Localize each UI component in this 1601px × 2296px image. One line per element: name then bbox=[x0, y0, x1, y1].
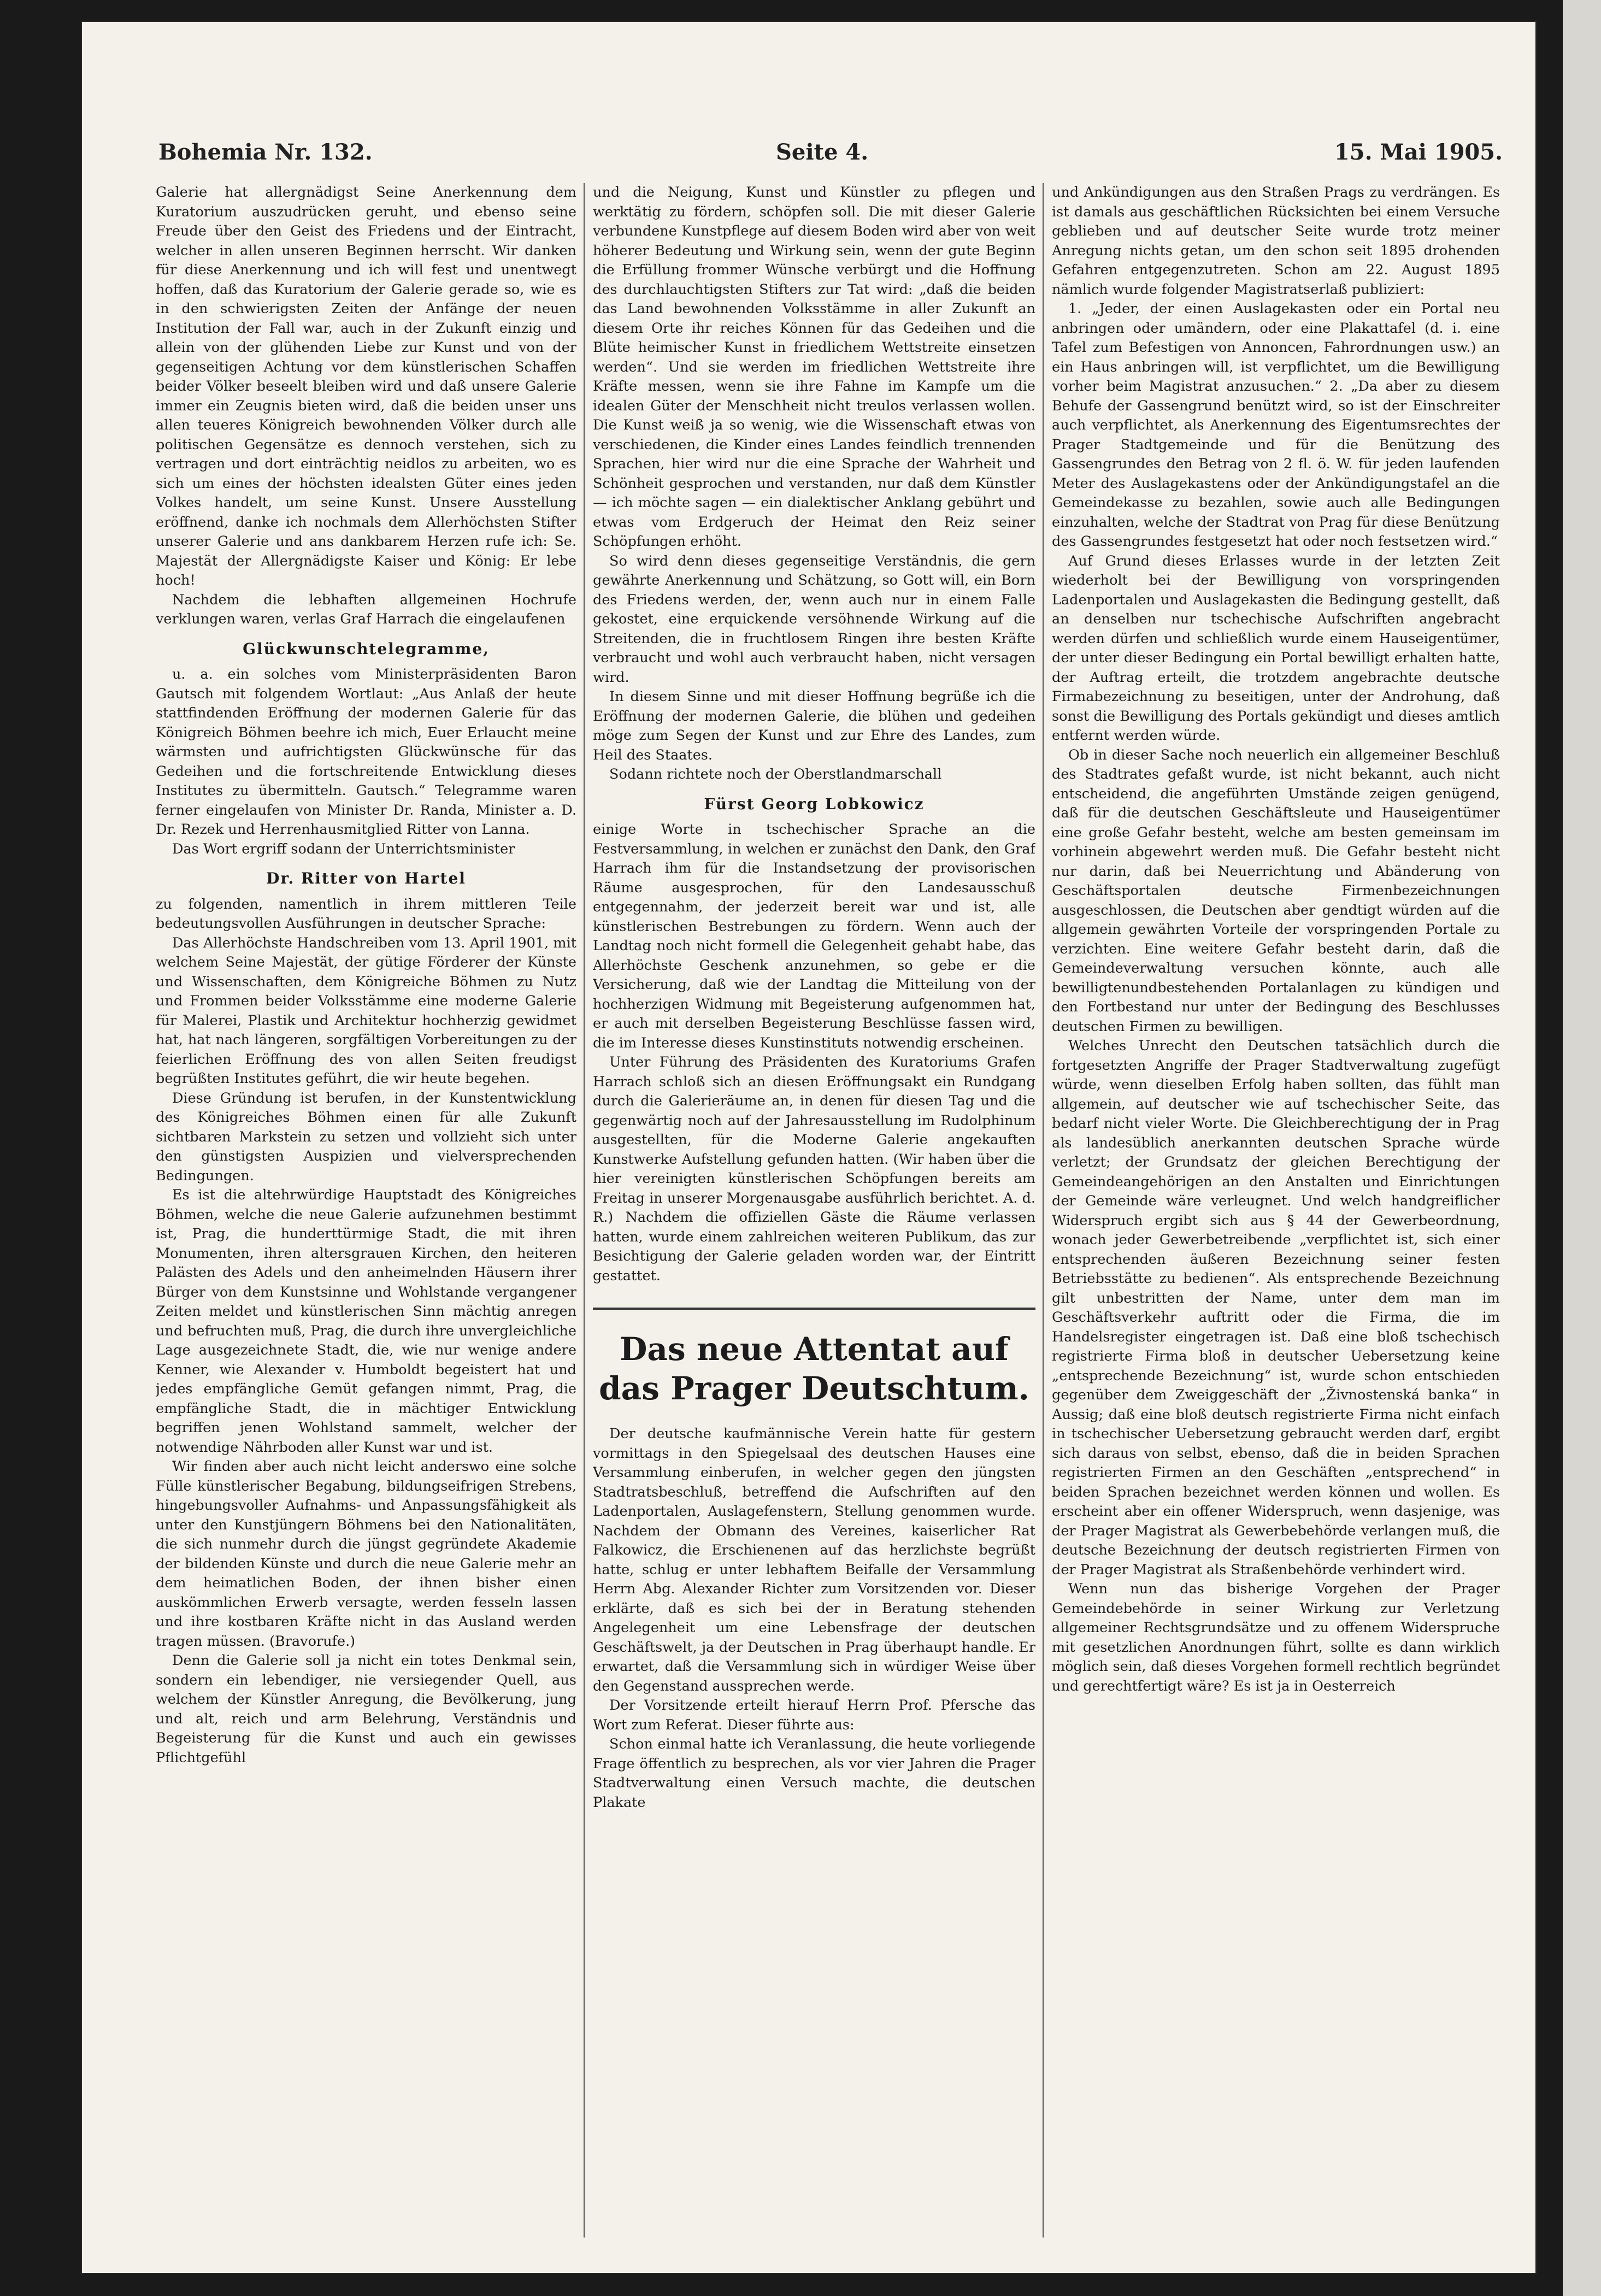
paragraph: und die Neigung, Kunst und Künstler zu pflegen und werktätig zu fördern, schöpfen soll. Die mit dieser Galerie verbundene Kunstpflege auf diesem Boden wird aber von weit höherer Bedeutung und Wirkung sein, wenn der gute Beginn die Erfüllung frommer Wünsche verbürgt und die Hoffnung des durchlauchtigsten Stifters zur Tat wird: „daß die beiden das Land bewohnenden Volksstämme in aller Zukunft an diesem Orte ihr reiches Können für das Gedeihen und die Blüte heimischer Kunst in friedlichem Wettstreite einsetzen werden“. Und sie werden im friedlichen Wettstreite ihre Kräfte messen, wenn sie ihre Fahne im Kampfe um die idealen Güter der Menschheit nicht treulos verlassen wollen. Die Kunst weiß ja so wenig, wie die Wissenschaft etwas von verschiedenen, die Kinder eines Landes feindlich trennenden Sprachen, hier wird nur die eine Sprache der Wahrheit und Schönheit gesprochen und verstanden, nur daß dem Künstler — ich möchte sagen — ein dialektischer Anklang gebührt und etwas vom Erdgeruch der Heimat den Reiz seiner Schöpfungen erhöht. bbox=[593, 184, 1035, 550]
paragraph: Galerie hat allergnädigst Seine Anerkennung dem Kuratorium auszudrücken geruht, und ebenso seine Freude über den Geist des Friedens und der Eintracht, welcher in allen unseren Beginnen herrscht. Wir danken für diese Anerkennung und ich will fest und unentwegt hoffen, daß das Kuratorium der Galerie gerade so, wie es in den schwierigsten Zeiten der Anfänge der neuen Institution der Fall war, auch in der Zukunft einzig und allein von der glühenden Liebe zur Kunst und von der gegenseitigen Achtung vor dem künstlerischen Schaffen beider Völker beseelt bleiben wird und daß unsere Galerie immer ein Zeugnis bieten wird, daß die beiden unser uns allen teueres Königreich bewohnenden Völker durch alle politischen Gegensätze es dennoch verstehen, sich zu vertragen und dort einträchtig neidlos zu arbeiten, wo es sich um eines der höchsten idealsten Güter eines jeden Volkes handelt, um seine Kunst. Unsere Ausstellung eröffnend, danke ich nochmals dem Allerhöchsten Stifter unserer Galerie und ans dankbarem Herzen rufe ich: Se. Majestät der Allergnädigste Kaiser und König: Er lebe hoch! bbox=[156, 184, 576, 588]
column-1 bbox=[156, 183, 576, 2238]
paragraph: Diese Gründung ist berufen, in der Kunstentwicklung des Königreiches Böhmen einen für alle Zukunft sichtbaren Markstein zu setzen und vollzieht sich unter den günstigsten Auspizien und vielversprechenden Bedingungen. bbox=[156, 1090, 576, 1184]
column-2 bbox=[593, 183, 1035, 2238]
page-header bbox=[158, 139, 1503, 172]
paragraph: Sodann richtete noch der Oberstlandmarschall bbox=[609, 766, 942, 782]
column-3 bbox=[1052, 183, 1500, 2238]
paragraph: So wird denn dieses gegenseitige Verständnis, die gern gewährte Anerkennung und Schätzung, so Gott will, ein Born des Friedens werden, der, wenn auch nur in einem Falle gekostet, eine erquickende versöhnende Wirkung auf die Streitenden, die in fruchtlosem Ringen ihre besten Kräfte verbraucht und wohl auch verbraucht haben, nicht versagen wird. bbox=[593, 552, 1035, 686]
paragraph: Schon einmal hatte ich Veranlassung, die heute vorliegende Frage öffentlich zu besprechen, als vor vier Jahren die Prager Stadtverwaltung einen Versuch machte, die deutschen Plakate bbox=[593, 1736, 1035, 1811]
paragraph: Das Allerhöchste Handschreiben vom 13. April 1901, mit welchem Seine Majestät, der gütige Förderer der Künste und Wissenschaften, dem Königreiche Böhmen zu Nutz und Frommen beider Volksstämme eine moderne Galerie für Malerei, Plastik und Architektur hochherzig gewidmet hat, hat nach längeren, sorgfältigen Vorbereitungen zu der feierlichen Eröffnung des von allen Seiten freudigst begrüßten Institutes geführt, die wir heute begehen. bbox=[156, 934, 576, 1087]
issue-date: 15. Mai 1905. bbox=[1334, 139, 1503, 165]
paragraph: Der deutsche kaufmännische Verein hatte für gestern vormittags in den Spiegelsaal des deutschen Hauses eine Versammlung einberufen, in welcher gegen den jüngsten Stadtratsbeschluß, betreffend die Aufschriften auf den Ladenportalen, Auslagefenstern, Stellung genommen wurde. Nachdem der Obmann des Vereines, kaiserlicher Rat Falkowicz, die Erschienenen auf das herzlichste begrüßt hatte, schlug er unter lebhaftem Beifalle der Versammlung Herrn Abg. Alexander Richter zum Vorsitzenden vor. Dieser erklärte, daß es sich bei der in Beratung stehenden Angelegenheit um eine Lebensfrage der deutschen Geschäftswelt, ja der Deutschen in Prag überhaupt handle. Er erwartet, daß die Versammlung sich in würdiger Weise über den Gegenstand aussprechen werde. bbox=[593, 1426, 1035, 1694]
speaker-heading: Dr. Ritter von Hartel bbox=[266, 869, 466, 887]
paragraph: u. a. ein solches vom Ministerpräsidenten Baron Gautsch mit folgendem Wortlaut: „Aus Anlaß der heute stattfindenden Eröffnung der modernen Galerie für das Königreich Böhmen beehre ich mich, Euer Erlaucht meine wärmsten und aufrichtigsten Glückwünsche für das Gedeihen und die fortschreitende Entwicklung dieses Institutes zu übermitteln. Gautsch.“ Telegramme waren ferner eingelaufen von Minister Dr. Randa, Minister a. D. Dr. Rezek und Herrenhausmitglied Ritter von Lanna. bbox=[156, 666, 576, 838]
paragraph: Ob in dieser Sache noch neuerlich ein allgemeiner Beschluß des Stadtrates gefaßt wurde, ist nicht bekannt, auch nicht entscheidend, die angeführten Umstände zeigen genügend, daß für die deutschen Geschäftsleute und Hauseigentümer eine große Gefahr besteht, welche am besten gemeinsam im vorhinein abgewehrt werden muß. Die Gefahr besteht nicht nur darin, daß bei Neuerrichtung und Abänderung von Geschäftsportalen deutsche Firmenbezeichnungen ausgeschlossen, die Deutschen aber gendtigt würden auf die allgemein gewährten Vorteile der vorspringenden Portale zu verzichten. Eine weitere Gefahr besteht darin, daß die Gemeindeverwaltung versuchen könnte, auch alle bewilligtenundbestehenden Portalanlagen zu kündigen und den Fortbestand nur unter der Bedingung des Beschlusses deutschen Firmen zu bewilligen. bbox=[1052, 746, 1500, 1035]
paragraph: und Ankündigungen aus den Straßen Prags zu verdrängen. Es ist damals aus geschäftlichen Rücksichten bei einem Versuche geblieben und auf deutscher Seite wurde trotz meiner Anregung nichts getan, um den schon seit 1895 drohenden Gefahren entgegenzutreten. Schon am 22. August 1895 nämlich wurde folgender Magistratserlaß publiziert: bbox=[1052, 184, 1500, 298]
scan-margin bbox=[1563, 0, 1601, 2296]
paragraph: Auf Grund dieses Erlasses wurde in der letzten Zeit wiederholt bei der Bewilligung von vorspringenden Ladenportalen und Auslagekasten die Bedingung gestellt, daß an denselben nur tschechische Aufschriften angebracht werden dürfen und schließlich wurde einem Hauseigentümer, der unter dieser Bedingung ein Portal bewilligt erhalten hatte, der Auftrag erteilt, die trotzdem angebrachte deutsche Firmabezeichnung zu beseitigen, unter der Androhung, daß sonst die Bewilligung des Portals gekündigt und dieses amtlich entfernt werden würde. bbox=[1052, 552, 1500, 744]
paragraph: Es ist die altehrwürdige Hauptstadt des Königreiches Böhmen, welche die neue Galerie aufzunehmen bestimmt ist, Prag, die hunderttürmige Stadt, die mit ihren Monumenten, ihren altersgrauen Kirchen, den heiteren Palästen des Adels und den anheimelnden Häusern ihrer Bürger von dem Kunstsinne und Wohlstande vergangener Zeiten meldet und künstlerischen Sinn mächtig anregen und befruchten muß, Prag, die durch ihre unvergleichliche Lage ausgezeichnete Stadt, die, wie nur wenige andere Kenner, wie Alexander v. Humboldt begeistert hat und jedes empfängliche Gemüt gefangen nimmt, Prag, die empfängliche Stadt, die in mächtiger Entwicklung begriffen jenen Wohlstand sammelt, welcher der notwendige Nährboden aller Kunst war und ist. bbox=[156, 1187, 576, 1456]
paragraph: In diesem Sinne und mit dieser Hoffnung begrüße ich die Eröffnung der modernen Galerie, die blühen und gedeihen möge zum Segen der Kunst und zur Ehre des Landes, zum Heil des Staates. bbox=[593, 688, 1035, 763]
publication-name: Bohemia Nr. 132. bbox=[158, 139, 373, 165]
paragraph: Nachdem die lebhaften allgemeinen Hochrufe verklungen waren, verlas Graf Harrach die eingelaufenen bbox=[156, 591, 576, 627]
paragraph: Der Vorsitzende erteilt hierauf Herrn Prof. Pfersche das Wort zum Referat. Dieser führte aus: bbox=[593, 1697, 1035, 1733]
paragraph: einige Worte in tschechischer Sprache an die Festversammlung, in welchen er zunächst den Dank, den Graf Harrach ihm für die Instandsetzung der provisorischen Räume ausgesprochen, für den Landesausschuß entgegennahm, der jederzeit bereit war und ist, alle künstlerischen Bestrebungen zu fördern. Wenn auch der Landtag noch nicht formell die Gelegenheit gehabt habe, das Allerhöchste Geschenk anzunehmen, so gebe er die Versicherung, daß wie der Landtag die Mitteilung von der hochherzigen Widmung mit Begeisterung aufgenommen hat, er auch mit derselben Begeisterung Beschlüsse fassen wird, die im Interesse dieses Kunstinstituts notwendig erscheinen. bbox=[593, 821, 1035, 1051]
paragraph: Wenn nun das bisherige Vorgehen der Prager Gemeindebehörde in seiner Wirkung zur Verletzung allgemeiner Rechtsgrundsätze und zu offenem Widerspruche mit gesetzlichen Anordnungen führt, sollte es dann wirklich möglich sein, daß dieses Vorgehen formell rechtlich begründet und gerechtfertigt wäre? Es ist ja in Oesterreich bbox=[1052, 1581, 1500, 1694]
page-number: Seite 4. bbox=[776, 139, 869, 165]
paragraph: Unter Führung des Präsidenten des Kuratoriums Grafen Harrach schloß sich an diesen Eröffnungsakt ein Rundgang durch die Galerieräume an, in denen für diesen Tag und die gegenwärtig noch auf der Jahresausstellung im Rudolphinum ausgestellten, für die Moderne Galerie angekauften Kunstwerke Aufstellung gefunden hatten. (Wir haben über die hier vereinigten künstlerischen Schöpfungen bereits am Freitag in unserer Morgenausgabe ausführlich berichtet. A. d. R.) Nachdem die offiziellen Gäste die Räume verlassen hatten, wurde einem zahlreichen weiteren Publikum, das zur Besichtigung der Galerie geladen worden war, der Eintritt gestattet. bbox=[593, 1054, 1035, 1284]
paragraph: Denn die Galerie soll ja nicht ein totes Denkmal sein, sondern ein lebendiger, nie versiegender Quell, aus welchem der Künstler Anregung, die Bevölkerung, jung und alt, reich und arm Belehrung, Verständnis und Begeisterung für die Kunst und auch ein gewisses Pflichtgefühl bbox=[156, 1652, 576, 1766]
article-title: Das neue Attentat auf das Prager Deutschtum. bbox=[593, 1308, 1035, 1408]
paragraph: Wir finden aber auch nicht leicht anderswo eine solche Fülle künstlerischer Begabung, bildungseifrigen Strebens, hingebungsvoller Aufnahms- und Anpassungsfähigkeit als unter den Kunstjüngern Böhmens bei den Nationalitäten, die sich nunmehr durch die jüngst gegründete Akademie der bildenden Künste und durch die neue Galerie mehr an dem heimatlichen Boden, der ihnen bisher einen auskömmlichen Erwerb versagte, werden fesseln lassen und ihre kostbaren Kräfte nicht in das Ausland werden tragen müssen. (Bravorufe.) bbox=[156, 1458, 576, 1650]
paragraph: Welches Unrecht den Deutschen tatsächlich durch die fortgesetzten Angriffe der Prager Stadtverwaltung zugefügt würde, wenn dieselben Erfolg haben sollten, das fühlt man allgemein, auf deutscher wie auf tschechischer Seite, das bedarf nicht vieler Worte. Die Gleichberechtigung der in Prag als landesüblich anerkannten deutschen Sprache würde verletzt; der Grundsatz der gleichen Berechtigung der Gemeindeangehörigen an den Anstalten und Einrichtungen der Gemeinde wäre verleugnet. Und welch handgreiflicher Widerspruch ergibt sich aus § 44 der Gewerbeordnung, wonach jeder Gewerbetreibende „verpflichtet ist, sich einer entsprechenden äußeren Bezeichnung seiner festen Betriebsstätte zu bedienen“. Als entsprechende Bezeichnung gilt unbestritten der Name, unter dem man im Geschäftsverkehr auftritt oder die Firma, die im Handelsregister eingetragen ist. Daß eine bloß tschechisch registrierte Firma bloß in deutscher Uebersetzung keine „entsprechende Bezeichnung“ ist, wurde schon entschieden gegenüber dem Zweiggeschäft der „Živnostenská banka“ in Aussig; daß eine bloß deutsch registrierte Firma nicht einfach in tschechischer Uebersetzung gebraucht werden darf, ergibt sich daraus von selbst, ebenso, daß die in beiden Sprachen registrierten Firmen an den Geschäften „entsprechend“ in beiden Sprachen bezeichnet werden können und wollen. Es erscheint aber ein offener Widerspruch, wenn dasjenige, was der Prager Magistrat als Gewerbebehörde verlangen muß, die deutsche Bezeichnung der deutsch registrierten Firmen von der Prager Magistrat als Straßenbehörde verhindert wird. bbox=[1052, 1038, 1500, 1578]
paragraph: zu folgenden, namentlich in ihrem mittleren Teile bedeutungsvollen Ausführungen in deutscher Sprache: bbox=[156, 896, 576, 932]
paragraph: 1. „Jeder, der einen Auslagekasten oder ein Portal neu anbringen oder umändern, oder eine Plakattafel (d. i. eine Tafel zum Befestigen von Annoncen, Fahrordnungen usw.) an ein Haus anbringen will, ist verpflichtet, um die Bewilligung vorher beim Magistrat anzusuchen.“ 2. „Da aber zu diesem Behufe der Gassengrund benützt wird, so ist der Einschreiter auch verpflichtet, als Anerkennung des Eigentumsrechtes der Prager Stadtgemeinde und für die Benützung des Gassengrundes den Betrag von 2 fl. ö. W. für jeden laufenden Meter des Auslagekastens oder der Ankündigungstafel an die Gemeindekasse zu bezahlen, sowie auch alle Bedingungen einzuhalten, welche der Stadtrat von Prag für diese Benützung des Gassengrundes festgesetzt hat oder noch festsetzen wird.“ bbox=[1052, 301, 1500, 550]
column-divider bbox=[1043, 183, 1044, 2238]
paragraph: Das Wort ergriff sodann der Unterrichtsminister bbox=[172, 840, 515, 857]
speaker-heading: Fürst Georg Lobkowicz bbox=[704, 794, 925, 813]
column-divider bbox=[584, 183, 585, 2238]
section-heading: Glückwunschtelegramme, bbox=[243, 639, 490, 658]
